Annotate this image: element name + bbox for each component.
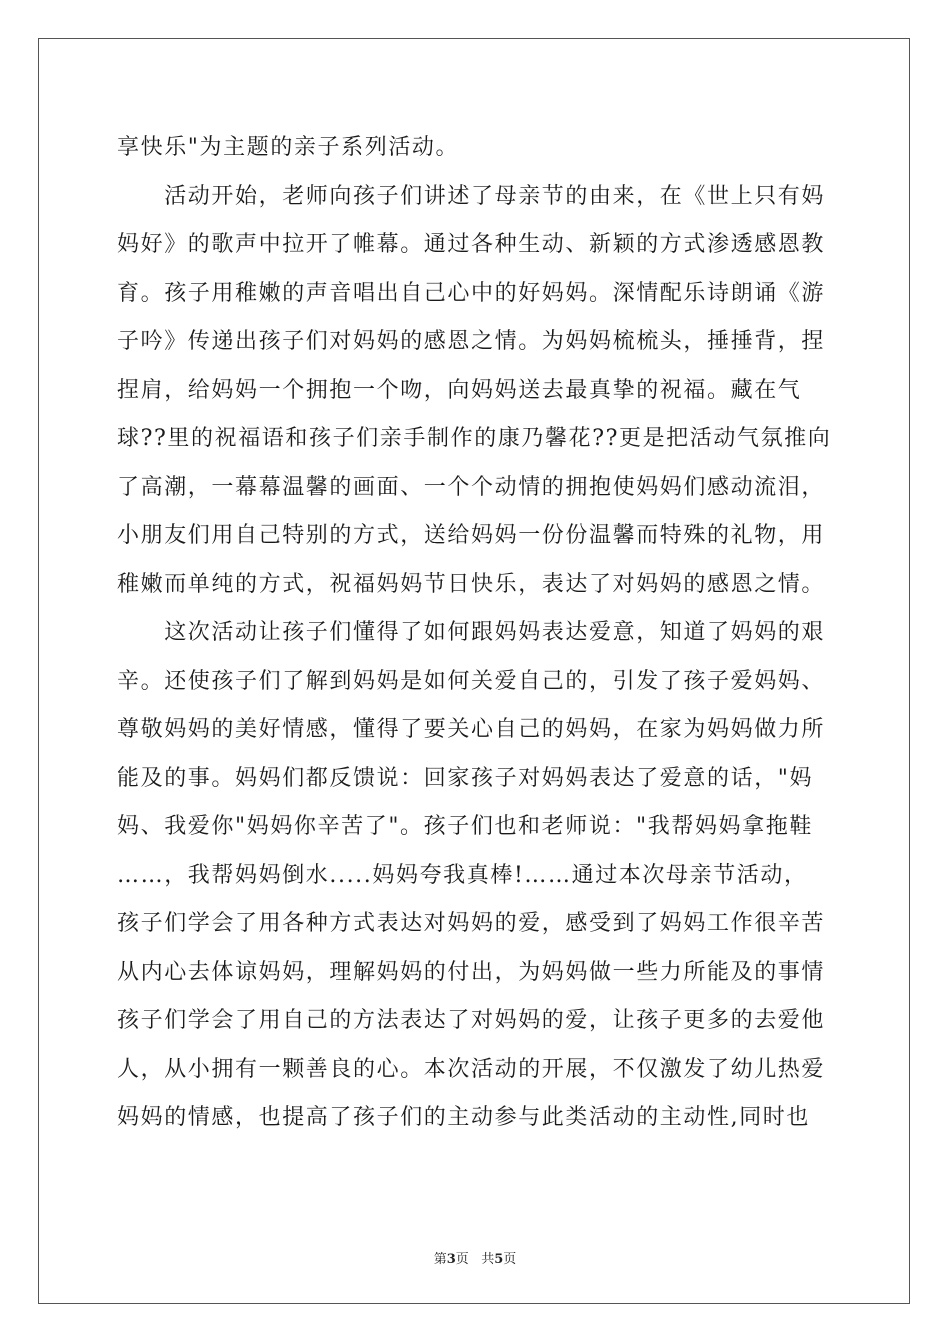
text-line: 孩子们学会了用自己的方法表达了对妈妈的爱，让孩子更多的去爱他 — [117, 1008, 826, 1033]
page-number-suffix: 页 — [455, 1252, 469, 1267]
text-line: 了高潮，一幕幕温馨的画面、一个个动情的拥抱使妈妈们感动流泪， — [117, 474, 826, 500]
text-line: 球??里的祝福语和孩子们亲手制作的康乃馨花??更是把活动气氛推向 — [117, 426, 832, 451]
total-pages-suffix: 页 — [503, 1252, 517, 1267]
text-line: 活动开始，老师向孩子们讲述了母亲节的由来，在《世上只有妈 — [117, 183, 826, 209]
text-line: 妈妈的情感，也提高了孩子们的主动参与此类活动的主动性,同时也 — [117, 1105, 810, 1130]
text-line: 从内心去体谅妈妈，理解妈妈的付出，为妈妈做一些力所能及的事情 — [117, 959, 826, 985]
document-body — [117, 124, 833, 1143]
text-line: 妈、我爱你"妈妈你辛苦了"。孩子们也和老师说："我帮妈妈拿拖鞋 — [117, 814, 813, 839]
text-line: 人，从小拥有一颗善良的心。本次活动的开展，不仅激发了幼儿热爱 — [117, 1056, 826, 1082]
text-line: 这次活动让孩子们懂得了如何跟妈妈表达爱意，知道了妈妈的艰 — [117, 620, 826, 645]
text-line: 尊敬妈妈的美好情感，懂得了要关心自己的妈妈，在家为妈妈做力所 — [117, 717, 826, 742]
page-number-prefix: 第 — [433, 1252, 447, 1267]
text-line: ……，我帮妈妈倒水.....妈妈夸我真棒!……通过本次母亲节活动， — [117, 862, 808, 888]
page-footer — [0, 1248, 950, 1267]
text-line: 妈好》的歌声中拉开了帷幕。通过各种生动、新颖的方式渗透感恩教 — [117, 232, 826, 257]
text-line: 能及的事。妈妈们都反馈说：回家孩子对妈妈表达了爱意的话，"妈 — [117, 765, 814, 791]
current-page-number: 3 — [446, 1252, 456, 1267]
text-line: 辛。还使孩子们了解到妈妈是如何关爱自己的，引发了孩子爱妈妈、 — [117, 668, 826, 694]
text-line: 捏肩，给妈妈一个拥抱一个吻，向妈妈送去最真挚的祝福。藏在气 — [117, 377, 802, 403]
text-line: 子吟》传递出孩子们对妈妈的感恩之情。为妈妈梳梳头，捶捶背，捏 — [117, 329, 826, 354]
text-line: 享快乐"为主题的亲子系列活动。 — [117, 135, 460, 160]
text-line: 小朋友们用自己特别的方式，送给妈妈一份份温馨而特殊的礼物，用 — [117, 523, 826, 548]
text-line: 稚嫩而单纯的方式，祝福妈妈节日快乐，表达了对妈妈的感恩之情。 — [117, 571, 826, 597]
total-pages-prefix: 共 — [481, 1252, 495, 1267]
text-line: 育。孩子用稚嫩的声音唱出自己心中的好妈妈。深情配乐诗朗诵《游 — [117, 280, 826, 306]
total-page-count: 5 — [494, 1252, 504, 1267]
text-line: 孩子们学会了用各种方式表达对妈妈的爱，感受到了妈妈工作很辛苦 — [117, 911, 826, 936]
